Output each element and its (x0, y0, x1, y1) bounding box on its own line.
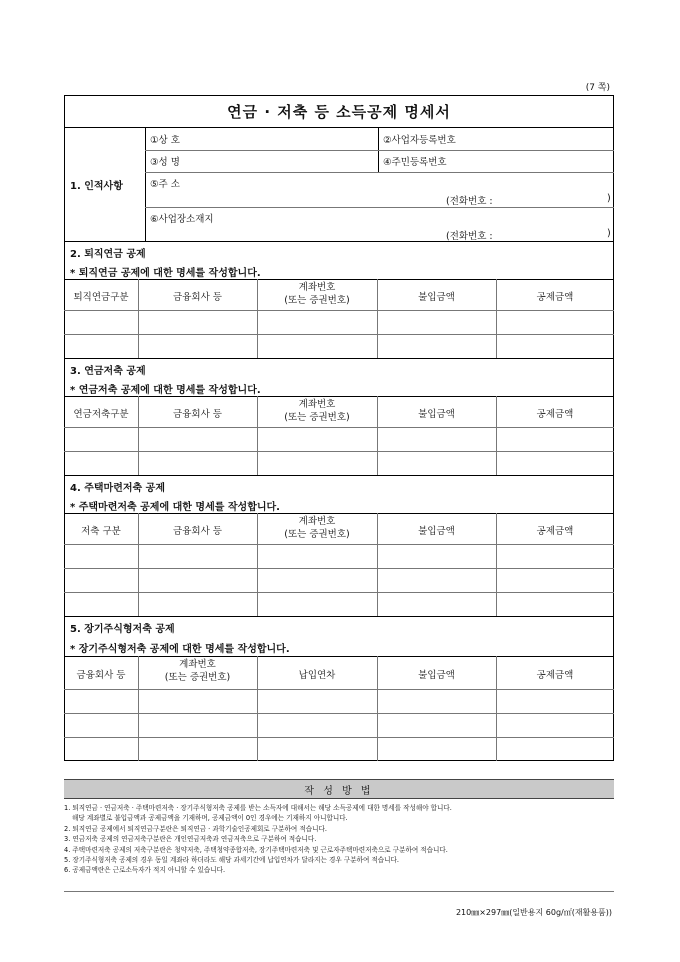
section-separator (64, 241, 614, 242)
guide-line: 1. 퇴직연금 · 연금저축 · 주택마련저축 · 장기주식형저축 공제를 받는 소득자에 대해서는 해당 소득공제에 대한 명세를 작성해야 합니다. (64, 804, 452, 812)
col-header: 불입금액 (418, 670, 455, 681)
col-header: 금융회사 등 (173, 526, 222, 537)
col-header: 계좌번호 (179, 659, 216, 670)
form-page-number: (7 쪽) (585, 83, 610, 93)
guide-bottom-rule (64, 891, 614, 892)
table-top-line (64, 279, 614, 280)
company-name-label: ①상 호 (150, 135, 180, 146)
form-title: 연금 · 저축 등 소득공제 명세서 (64, 95, 614, 128)
col-header: (또는 증권번호) (284, 295, 350, 306)
guide-line: 5. 장기주식형저축 공제의 경우 동일 계좌라 하더라도 해당 과세기간에 납입연차가 달라지는 경우 구분하여 적습니다. (64, 856, 400, 865)
guide-text (64, 803, 616, 876)
phone-label: (전화번호 : (446, 231, 493, 242)
section1-row-line (145, 150, 614, 151)
col-header: 저축 구분 (81, 526, 121, 537)
col-header: (또는 증권번호) (284, 529, 350, 540)
section3-heading: 3. 연금저축 공제 (70, 366, 146, 377)
workplace-label: ⑥사업장소재지 (150, 214, 214, 225)
resident-no-label: ④주민등록번호 (383, 157, 447, 168)
section-separator (64, 475, 614, 476)
table-top-line (64, 396, 614, 397)
table-row-line (64, 568, 614, 569)
col-header: 계좌번호 (298, 282, 336, 293)
phone-close: ) (607, 228, 611, 239)
table-top-line (64, 656, 614, 657)
col-header: 납입연차 (298, 670, 336, 681)
section4-heading: 4. 주택마련저축 공제 (70, 483, 165, 494)
phone-label: (전화번호 : (446, 196, 493, 207)
col-header: (또는 증권번호) (164, 672, 231, 683)
table-row-line (64, 689, 614, 690)
col-header: 퇴직연금구분 (73, 292, 129, 303)
section1-divider (145, 128, 146, 241)
col-header: 공제금액 (536, 409, 574, 420)
section5-note: * 장기주식형저축 공제에 대한 명세를 작성합니다. (70, 644, 290, 655)
guide-line: 해당 계좌별로 불입금액과 공제금액을 기재하며, 공제금액이 0인 경우에는 기재하지 아니합니다. (72, 814, 348, 823)
col-header: 불입금액 (418, 526, 455, 537)
table-row-line (64, 427, 614, 428)
col-header: 연금저축구분 (73, 409, 129, 420)
table-row-line (64, 334, 614, 335)
col-header: 공제금액 (536, 670, 574, 681)
col-header: 금융회사 등 (173, 292, 222, 303)
section1-heading: 1. 인적사항 (70, 181, 123, 192)
table-row-line (64, 592, 614, 593)
section3-note: * 연금저축 공제에 대한 명세를 작성합니다. (70, 385, 261, 396)
phone-close: ) (607, 193, 611, 204)
section2-heading: 2. 퇴직연금 공제 (70, 249, 146, 260)
section2-note: * 퇴직연금 공제에 대한 명세를 작성합니다. (70, 268, 261, 279)
col-header: 계좌번호 (298, 399, 336, 410)
table-row-line (64, 310, 614, 311)
col-header: (또는 증권번호) (284, 412, 350, 423)
guide-line: 4. 주택마련저축 공제의 저축구분란은 청약저축, 주택청약종합저축, 장기주택마련저축 및 근로자주택마련저축으로 구분하여 적습니다. (64, 845, 448, 854)
guide-line: 6. 공제금액란은 근로소득자가 적지 아니할 수 있습니다. (64, 866, 226, 875)
guide-line: 3. 연금저축 공제의 연금저축구분란은 개인연금저축과 연금저축으로 구분하여 적습니다. (64, 835, 317, 844)
table-row-line (64, 544, 614, 545)
table-top-line (64, 513, 614, 514)
biz-reg-no-label: ②사업자등록번호 (383, 135, 456, 146)
address-label: ⑤주 소 (150, 179, 180, 190)
col-header: 불입금액 (418, 292, 455, 303)
guide-line: 2. 퇴직연금 공제에서 퇴직연금구분란은 퇴직연금 · 과학기술인공제회로 구분하여 적습니다. (64, 824, 327, 833)
section-separator (64, 616, 614, 617)
col-header: 공제금액 (536, 526, 574, 537)
paper-spec: 210㎜×297㎜(일반용지 60g/㎡(재활용품)) (455, 908, 612, 917)
col-header: 금융회사 등 (173, 409, 222, 420)
person-name-label: ③성 명 (150, 157, 180, 168)
section5-heading: 5. 장기주식형저축 공제 (70, 624, 175, 635)
table-row-line (64, 713, 614, 714)
col-header: 금융회사 등 (76, 670, 126, 681)
table-row-line (64, 451, 614, 452)
section4-note: * 주택마련저축 공제에 대한 명세를 작성합니다. (70, 502, 280, 513)
col-header: 공제금액 (536, 292, 574, 303)
section1-row-line (145, 172, 614, 173)
guide-title: 작 성 방 법 (64, 779, 614, 799)
table-row-line (64, 737, 614, 738)
col-header: 계좌번호 (298, 516, 336, 527)
section1-row-line (145, 207, 614, 208)
col-header: 불입금액 (418, 409, 455, 420)
section-separator (64, 358, 614, 359)
